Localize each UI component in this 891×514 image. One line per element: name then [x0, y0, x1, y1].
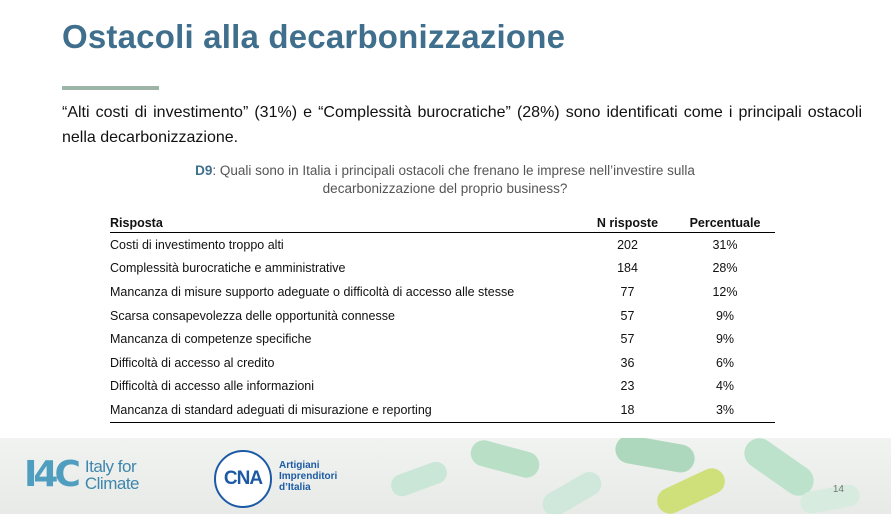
header-percent: Percentuale: [675, 214, 775, 233]
pill-decoration: [538, 468, 605, 514]
row-count: 202: [617, 237, 638, 252]
header-answer: Risposta: [110, 214, 580, 233]
pill-decoration: [468, 438, 542, 481]
footer-banner: [0, 438, 891, 514]
italy-for-climate-logo: [24, 454, 139, 495]
table-row: [110, 257, 775, 281]
row-count: 184: [617, 261, 638, 276]
row-count: 23: [620, 379, 635, 394]
row-answer: Difficoltà di accesso al credito: [110, 355, 275, 370]
row-count: 57: [620, 308, 635, 323]
row-count: 77: [620, 284, 635, 299]
row-answer: Costi di investimento troppo alti: [110, 237, 284, 252]
pill-decoration: [388, 459, 450, 500]
row-count: 36: [620, 355, 635, 370]
cna-wordmark: Artigiani Imprenditori d’Italia: [279, 460, 338, 493]
pill-decoration: [653, 464, 729, 514]
row-answer: Mancanza di competenze specifiche: [110, 332, 312, 347]
row-percent: 28%: [712, 261, 738, 276]
row-percent: 9%: [715, 308, 735, 323]
slide-title: Ostacoli alla decarbonizzazione: [62, 18, 566, 55]
question-text: : Quali sono in Italia i principali ostacoli che frenano le imprese nell’investire sulla decarbonizzazione del proprio business?: [212, 163, 695, 196]
pill-decoration: [613, 438, 697, 475]
row-count: 57: [620, 332, 635, 347]
row-answer: Complessità burocratiche e amministrative: [110, 261, 346, 276]
i4c-wordmark: Italy for Climate: [84, 456, 139, 493]
title-underline: [62, 86, 159, 90]
intro-paragraph: “Alti costi di investimento” (31%) e “Complessità burocratiche” (28%) sono identificati come i principali ostacoli nella decarbonizzazione.: [62, 104, 862, 146]
row-percent: 3%: [675, 398, 775, 422]
row-percent: 31%: [712, 237, 738, 252]
row-percent: 9%: [715, 332, 735, 347]
table-row: [110, 280, 775, 304]
row-answer: Scarsa consapevolezza delle opportunità connesse: [110, 308, 395, 323]
table-row: [110, 233, 775, 257]
table-row: [110, 398, 775, 422]
table-row: [110, 375, 775, 399]
row-answer: Difficoltà di accesso alle informazioni: [110, 379, 315, 394]
cna-mark: CNA: [223, 468, 263, 489]
row-answer: Mancanza di misure supporto adeguate o difficoltà di accesso alle stesse: [110, 284, 515, 299]
page-number: 14: [832, 484, 844, 495]
table-row: [110, 304, 775, 328]
cna-logo: [214, 450, 272, 508]
row-answer: Mancanza di standard adeguati di misurazione e reporting: [110, 398, 580, 422]
header-count: N risposte: [580, 214, 675, 233]
row-count: 18: [580, 398, 675, 422]
i4c-mark: I4C: [24, 454, 77, 495]
row-percent: 12%: [712, 284, 738, 299]
question-code: D9: [195, 163, 213, 178]
table-row: [110, 351, 775, 375]
results-table: [110, 214, 775, 423]
table-row: [110, 327, 775, 351]
survey-question: [150, 162, 740, 198]
row-percent: 4%: [715, 379, 735, 394]
row-percent: 6%: [715, 355, 735, 370]
table-header-row: [110, 214, 775, 233]
